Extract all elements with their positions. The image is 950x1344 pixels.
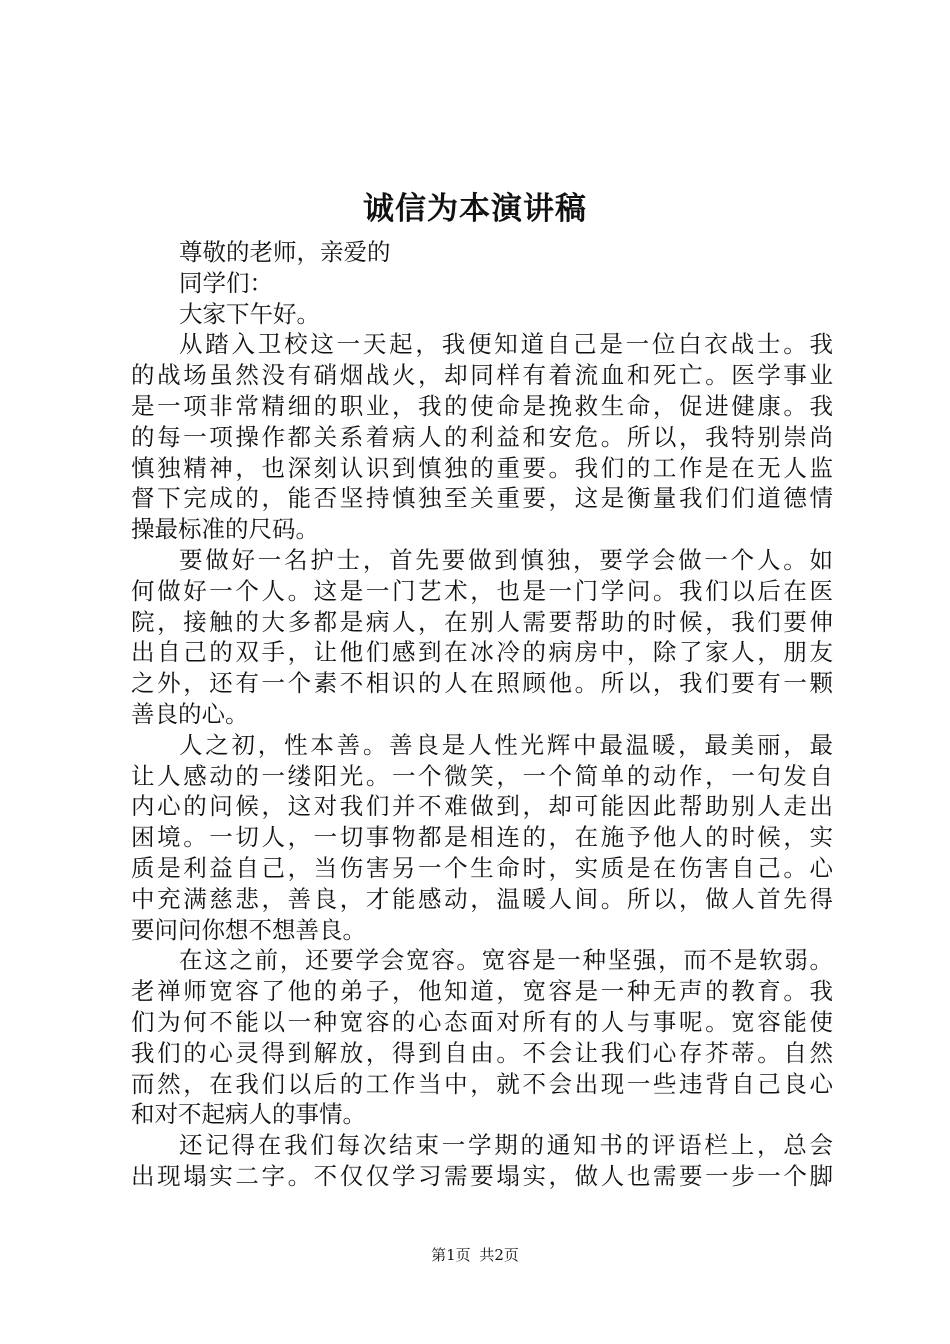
text-line: 同学们： [179,268,273,297]
text-line: 要问问你想不想善良。 [131,915,366,944]
text-line: 而然，在我们以后的工作当中，就不会出现一些违背自己良心 [131,1069,833,1098]
text-line: 的战场虽然没有硝烟战火，却同样有着流血和死亡。医学事业 [131,361,833,390]
text-line: 善良的心。 [131,699,249,728]
text-line: 何做好一个人。这是一门艺术，也是一门学问。我们以后在医 [131,576,833,605]
text-line: 人之初，性本善。善良是人性光辉中最温暖，最美丽，最 [179,730,833,759]
text-line: 质是利益自己，当伤害另一个生命时，实质是在伤害自己。心 [131,853,833,882]
text-line: 操最标准的尺码。 [131,515,319,544]
page-footer [0,1244,950,1266]
document-title: 诚信为本演讲稿 [363,191,587,227]
text-line: 尊敬的老师，亲爱的 [179,238,391,266]
text-line: 院，接触的大多都是病人，在别人需要帮助的时候，我们要伸 [131,607,833,636]
text-line: 是一项非常精细的职业，我的使命是挽救生命，促进健康。我 [131,391,833,420]
text-line: 老禅师宽容了他的弟子，他知道，宽容是一种无声的教育。我 [131,977,833,1006]
page-number: 第1页 [431,1246,471,1264]
text-line: 让人感动的一缕阳光。一个微笑，一个简单的动作，一句发自 [131,761,833,790]
text-line: 的每一项操作都关系着病人的利益和安危。所以，我特别崇尚 [131,422,833,451]
text-line: 困境。一切人，一切事物都是相连的，在施予他人的时候，实 [131,823,833,852]
text-line: 在这之前，还要学会宽容。宽容是一种坚强，而不是软弱。 [179,946,833,975]
text-line: 们为何不能以一种宽容的心态面对所有的人与事呢。宽容能使 [131,1007,833,1036]
text-line: 督下完成的，能否坚持慎独至关重要，这是衡量我们们道德情 [131,484,833,513]
text-line: 之外，还有一个素不相识的人在照顾他。所以，我们要有一颗 [131,669,833,698]
text-line: 出现塌实二字。不仅仅学习需要塌实，做人也需要一步一个脚 [131,1161,833,1190]
page-total: 共2页 [479,1246,519,1264]
document-body [131,237,833,1192]
text-line: 从踏入卫校这一天起，我便知道自己是一位白衣战士。我 [179,330,833,359]
text-line: 大家下午好。 [179,299,320,328]
text-line: 我们的心灵得到解放，得到自由。不会让我们心存芥蒂。自然 [131,1038,833,1067]
text-line: 要做好一名护士，首先要做到慎独，要学会做一个人。如 [179,545,833,574]
text-line: 还记得在我们每次结束一学期的通知书的评语栏上，总会 [179,1131,833,1160]
text-line: 中充满慈悲，善良，才能感动，温暖人间。所以，做人首先得 [131,884,833,913]
text-line: 内心的问候，这对我们并不难做到，却可能因此帮助别人走出 [131,792,833,821]
text-line: 慎独精神，也深刻认识到慎独的重要。我们的工作是在无人监 [131,453,833,482]
text-line: 和对不起病人的事情。 [131,1100,366,1129]
text-line: 出自己的双手，让他们感到在冰冷的病房中，除了家人，朋友 [131,638,833,667]
